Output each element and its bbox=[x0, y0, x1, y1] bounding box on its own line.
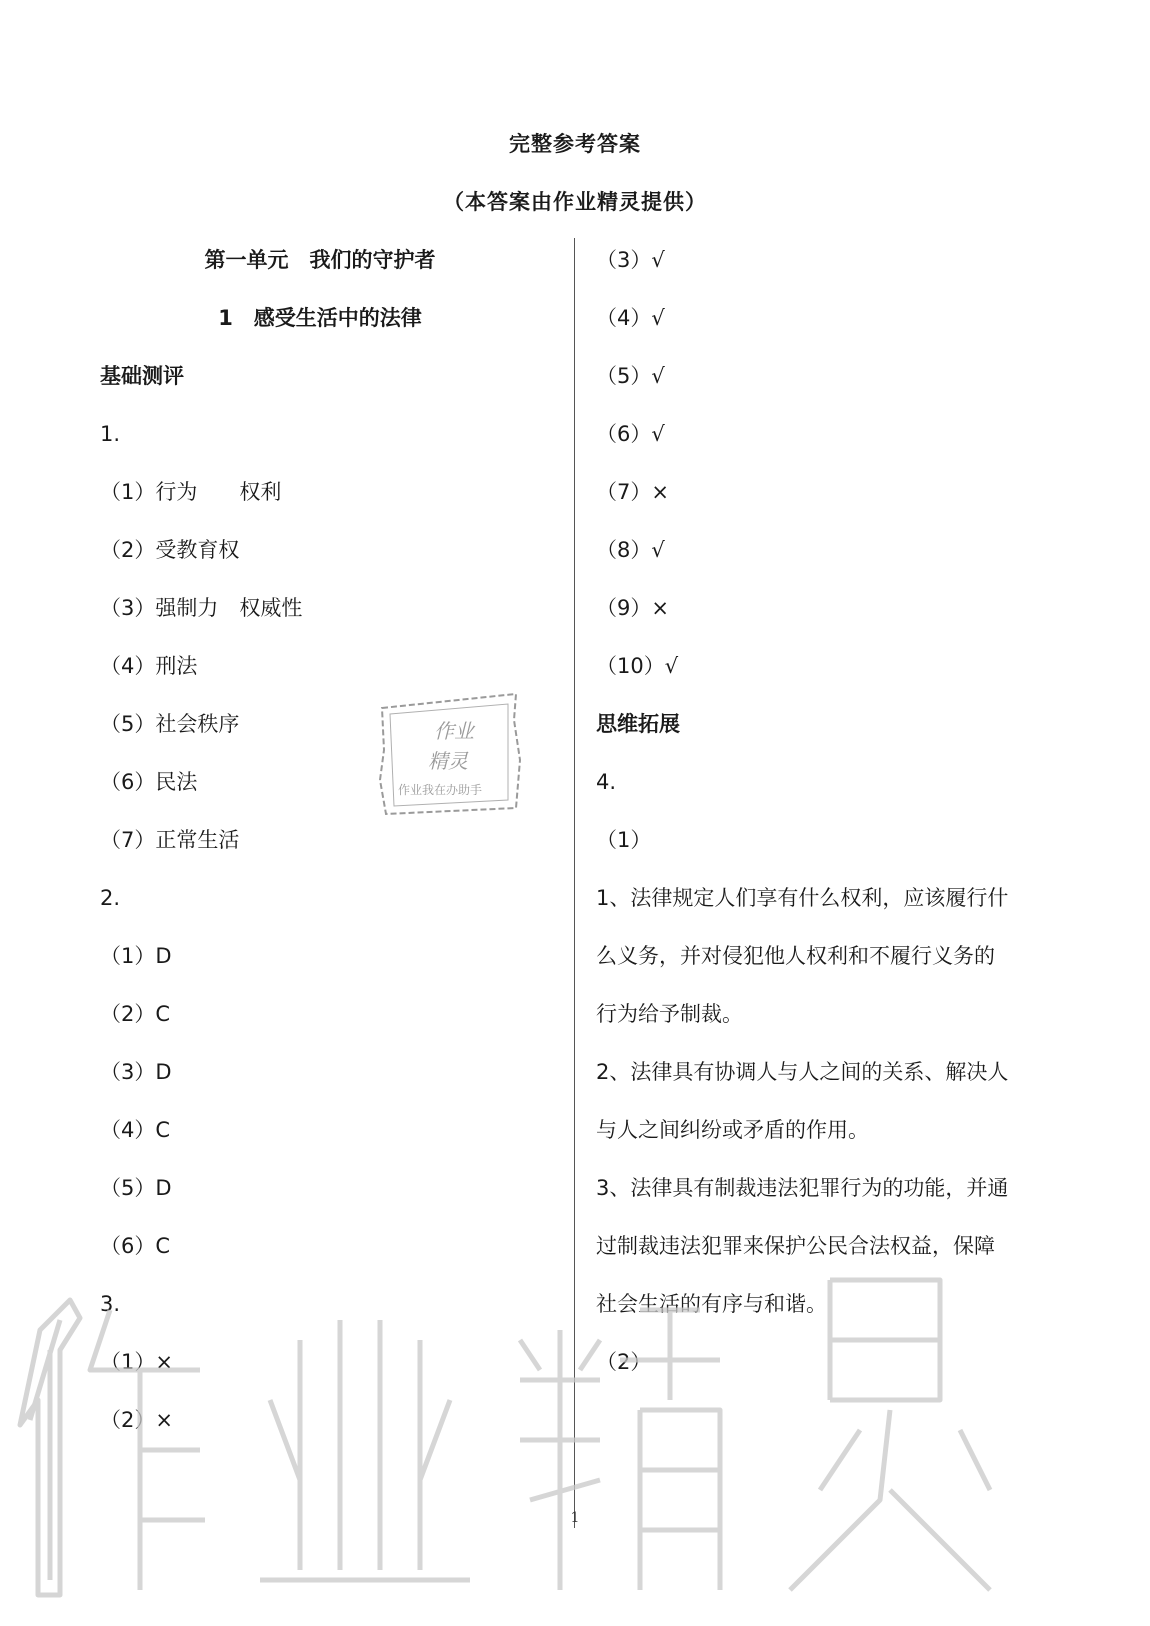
answer-item: （3）√ bbox=[596, 248, 665, 272]
stamp-logo bbox=[376, 690, 524, 820]
answer-item: （6）C bbox=[100, 1234, 171, 1258]
answer-item: （2）受教育权 bbox=[100, 538, 240, 562]
unit-heading: 第一单元 我们的守护者 bbox=[204, 248, 436, 272]
answer-paragraph-line: 1、法律规定人们享有什么权利，应该履行什 bbox=[596, 886, 1009, 910]
answer-item: （3）强制力 权威性 bbox=[100, 596, 303, 620]
section-heading-extension: 思维拓展 bbox=[596, 712, 680, 736]
answer-paragraph-line: 3、法律具有制裁违法犯罪行为的功能，并通 bbox=[596, 1176, 1009, 1200]
answer-item: （9）× bbox=[596, 596, 669, 620]
answer-item: （5）社会秩序 bbox=[100, 712, 240, 736]
svg-text:精灵: 精灵 bbox=[428, 749, 468, 773]
answer-item: （3）D bbox=[100, 1060, 172, 1084]
right-column bbox=[596, 0, 1066, 1500]
section-heading-basic: 基础测评 bbox=[100, 364, 184, 388]
answer-item: （6）民法 bbox=[100, 770, 198, 794]
lesson-heading: 1 感受生活中的法律 bbox=[218, 306, 422, 330]
question-number: 1. bbox=[100, 422, 121, 446]
answer-item: （4）√ bbox=[596, 306, 665, 330]
page-title: 完整参考答案 bbox=[509, 132, 641, 156]
answer-item: （6）√ bbox=[596, 422, 665, 446]
answer-item: （4）刑法 bbox=[100, 654, 198, 678]
answer-item: （8）√ bbox=[596, 538, 665, 562]
answer-item: （1）行为 权利 bbox=[100, 480, 282, 504]
answer-paragraph-line: 么义务，并对侵犯他人权利和不履行义务的 bbox=[596, 944, 995, 968]
question-number: 3. bbox=[100, 1292, 121, 1316]
answer-item: （7）× bbox=[596, 480, 669, 504]
question-number: 2. bbox=[100, 886, 121, 910]
answer-item: （10）√ bbox=[596, 654, 679, 678]
page-subtitle: （本答案由作业精灵提供） bbox=[443, 190, 707, 214]
answer-item: （1）D bbox=[100, 944, 172, 968]
question-number: 4. bbox=[596, 770, 617, 794]
answer-item: （7）正常生活 bbox=[100, 828, 240, 852]
answer-paragraph-line: 行为给予制裁。 bbox=[596, 1002, 743, 1026]
answer-item: （2） bbox=[596, 1350, 652, 1374]
answer-item: （5）D bbox=[100, 1176, 172, 1200]
svg-text:作业: 作业 bbox=[434, 719, 474, 743]
answer-paragraph-line: 过制裁违法犯罪来保护公民合法权益，保障 bbox=[596, 1234, 995, 1258]
answer-paragraph-line: 社会生活的有序与和谐。 bbox=[596, 1292, 827, 1316]
answer-item: （2）× bbox=[100, 1408, 173, 1432]
answer-item: （4）C bbox=[100, 1118, 171, 1142]
answer-item: （2）C bbox=[100, 1002, 171, 1026]
column-divider bbox=[574, 238, 575, 1528]
answer-item: （5）√ bbox=[596, 364, 665, 388]
answer-item: （1） bbox=[596, 828, 652, 852]
answer-item: （1）× bbox=[100, 1350, 173, 1374]
answer-paragraph-line: 与人之间纠纷或矛盾的作用。 bbox=[596, 1118, 869, 1142]
answer-paragraph-line: 2、法律具有协调人与人之间的关系、解决人 bbox=[596, 1060, 1009, 1084]
svg-text:作业我在办助手: 作业我在办助手 bbox=[398, 783, 483, 797]
page-number: 1 bbox=[570, 1510, 580, 1526]
